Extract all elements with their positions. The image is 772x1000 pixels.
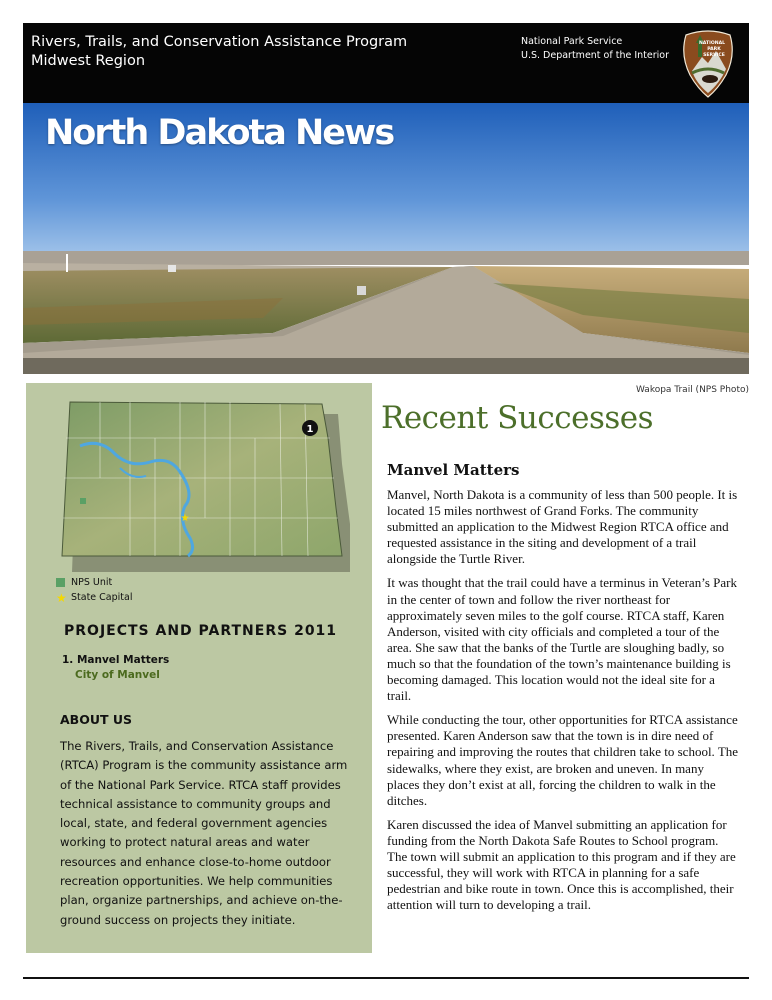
sidebar-panel	[26, 383, 372, 953]
nps-arrowhead-icon	[680, 27, 736, 99]
article-body	[387, 487, 739, 921]
legend-label: NPS Unit	[71, 577, 113, 588]
article-paragraph: While conducting the tour, other opportunities for RTCA assistance presented. Karen Anderson saw that the town is in dire need of repairing and improving the routes that children take to school. The sidewalks, where they exist, are broken and uneven. In many places they don’t exist at all, forcing the children to walk in the ditches.	[387, 712, 739, 808]
legend-nps-unit	[56, 575, 132, 590]
legend-label: State Capital	[71, 592, 133, 603]
state-capital-marker: ★	[180, 513, 190, 524]
section-title: Recent Successes	[381, 400, 654, 436]
agency-name	[521, 35, 669, 63]
article-paragraph: Manvel, North Dakota is a community of less than 500 people. It is located 15 miles northwest of Grand Forks. The community submitted an application to the Midwest Region RTCA office and requested assistance in the siting and development of a trail alongside the Turtle River.	[387, 487, 738, 567]
logo-text-3: SERVICE	[703, 53, 725, 58]
footer-divider	[23, 977, 749, 979]
article-title: Manvel Matters	[387, 461, 520, 479]
map-legend	[56, 575, 132, 605]
logo-text-1: NATIONAL	[698, 41, 726, 46]
hero-photo	[23, 103, 749, 374]
logo-text-2: PARK	[707, 47, 721, 52]
header-bar	[23, 23, 749, 103]
north-dakota-map	[60, 398, 350, 583]
region-name: Midwest Region	[31, 53, 146, 69]
program-name	[31, 33, 407, 71]
agency-line-1: National Park Service	[521, 36, 623, 47]
about-text: The Rivers, Trails, and Conservation Assistance (RTCA) Program is the community assistance arm of the National Park Service. RTCA staff provides technical assistance to community groups and local, state, and federal government agencies working to protect natural areas and water resources and enhance close-to-home outdoor recreation opportunities. We help communities plan, organize partnerships, and achieve on-the-ground success on projects they initiate.	[60, 739, 348, 927]
star-icon: ★	[56, 590, 67, 605]
about-heading: ABOUT US	[60, 712, 133, 727]
project-marker-label: 1	[306, 424, 314, 435]
program-title: Rivers, Trails, and Conservation Assistance Program	[31, 34, 408, 50]
projects-heading: PROJECTS AND PARTNERS 2011	[64, 623, 338, 639]
project-partner: City of Manvel	[75, 669, 160, 681]
photo-caption: Wakopa Trail (NPS Photo)	[635, 385, 749, 395]
article-paragraph: It was thought that the trail could have a terminus in Veteran’s Park in the center of town and follow the river northeast for approximately seven miles to the golf course. RTCA staff, Karen Anderson, visited with city officials and completed a tour of the area. She saw that the banks of the Turtle are sloughing badly, so much so that the foundation of the town’s maintenance building is becoming damaged. This location would not the ideal site for a trail.	[387, 575, 737, 704]
article-paragraph: Karen discussed the idea of Manvel submitting an application for funding from the North Dakota Safe Routes to School program. The town will submit an application to this program and if they are successful, they will work with RTCA in planning for a safe pedestrian and bike route in town. Once this is accomplished, their attention will turn to developing a trail.	[387, 816, 736, 913]
legend-state-capital	[56, 590, 132, 605]
newsletter-title: North Dakota News	[45, 113, 394, 153]
projects-list	[62, 653, 169, 683]
green-square-icon	[56, 578, 65, 587]
project-name: 1. Manvel Matters	[62, 654, 170, 666]
agency-line-2: U.S. Department of the Interior	[521, 50, 669, 61]
